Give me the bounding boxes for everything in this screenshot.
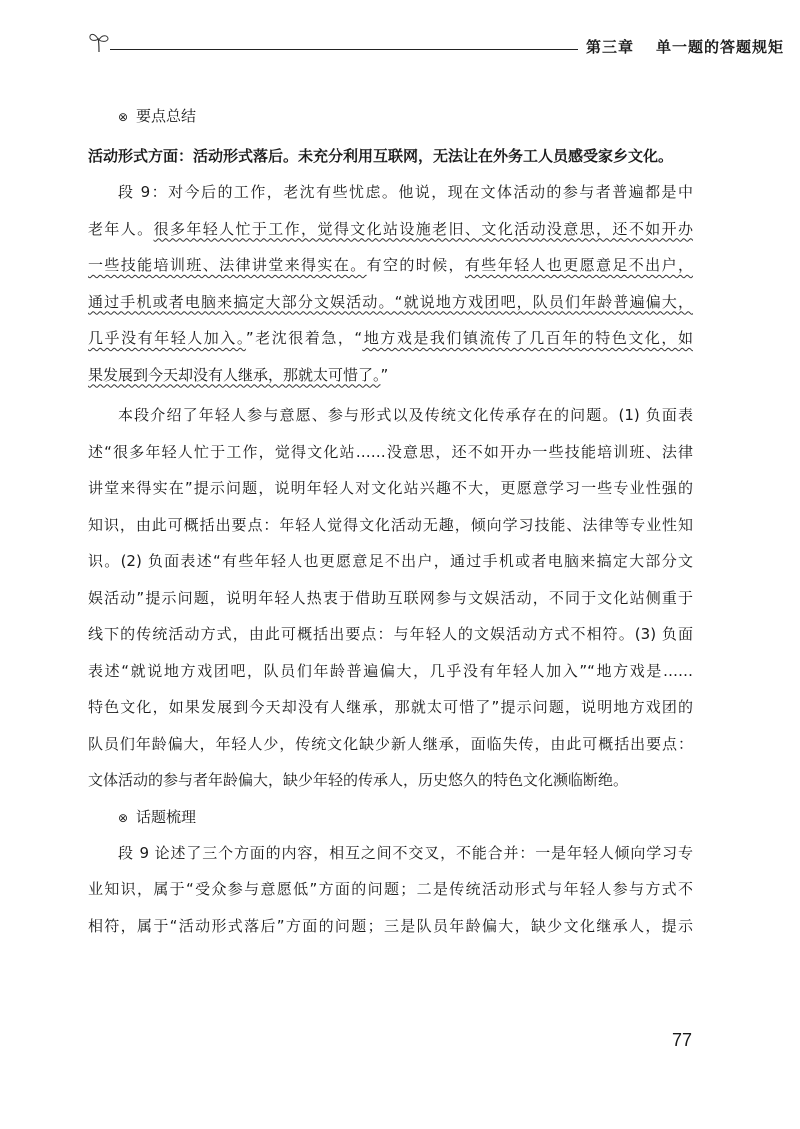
- material-text: 老年人。: [88, 219, 154, 238]
- running-header: [88, 30, 785, 60]
- analysis-line: 知识，由此可概括出要点：年轻人觉得文化活动无趣，倾向学习技能、法律等专业性知: [88, 515, 693, 534]
- underlined-text: 很多年轻人忙于工作，觉得文化站设施老旧、文化活动没意思，还不如开办: [153, 219, 693, 238]
- chapter-number: 第三章: [586, 38, 635, 56]
- underlined-text: 一些技能培训班、法律讲堂来得实在。: [88, 256, 367, 274]
- topic-line: 相符，属于“活动形式落后”方面的问题；三是队员年龄偏大，缺少文化继承人，提示: [88, 916, 693, 935]
- topic-line: 业知识，属于“受众参与意愿低”方面的问题；二是传统活动形式与年轻人参与方式不: [88, 880, 693, 898]
- underlined-text: 果发展到今天却没有人继承，那就太可惜了。: [88, 365, 381, 384]
- summary-heading-label: 要点总结: [136, 107, 197, 125]
- material-text: ”老沈很着急，“: [245, 329, 363, 347]
- topic-heading-label: 话题梳理: [136, 807, 197, 826]
- analysis-line: 线下的传统活动方式，由此可概括出要点：与年轻人的文娱活动方式不相符。(3) 负面: [88, 625, 693, 643]
- analysis-paragraph: [88, 397, 693, 799]
- page-number: 77: [671, 1030, 692, 1050]
- topic-heading: [118, 799, 693, 835]
- analysis-line: 队员们年龄偏大，年轻人少，传统文化缺少新人继承，面临失传，由此可概括出要点：: [88, 734, 693, 753]
- material-paragraph: [88, 174, 693, 393]
- summary-text: 活动形式方面：活动形式落后。未充分利用互联网，无法让在外务工人员感受家乡文化。: [88, 147, 674, 165]
- sprout-icon: [88, 30, 110, 54]
- underlined-text: 几乎没有年轻人加入。: [88, 329, 246, 347]
- chapter-title: [586, 36, 784, 57]
- material-line: [88, 320, 693, 357]
- analysis-line: 识。(2) 负面表述“有些年轻人也更愿意足不出户，通过手机或者电脑来搞定大部分文: [88, 552, 693, 570]
- topic-line: 段 9 论述了三个方面的内容，相互之间不交叉，不能合并：一是年轻人倾向学习专: [118, 843, 693, 862]
- material-line: [88, 357, 693, 394]
- material-line: [88, 211, 693, 248]
- material-line: [88, 247, 693, 284]
- material-line: 段 9：对今后的工作，老沈有些忧虑。他说，现在文体活动的参与者普遍都是中: [118, 183, 693, 201]
- analysis-line: 表述“就说地方戏团吧，队员们年龄普遍偏大，几乎没有年轻人加入”“地方戏是……: [88, 661, 693, 680]
- chapter-name: 单一题的答题规矩: [656, 38, 785, 56]
- underlined-text: 地方戏是我们镇流传了几百年的特色文化，如: [362, 329, 693, 347]
- material-text: ”: [380, 365, 389, 384]
- page-content: [88, 98, 693, 944]
- bullet-icon: ⊗: [118, 110, 129, 124]
- bullet-icon: ⊗: [118, 810, 129, 825]
- analysis-line: 本段介绍了年轻人参与意愿、参与形式以及传统文化传承存在的问题。(1) 负面表: [118, 406, 693, 424]
- analysis-line: 文体活动的参与者年龄偏大，缺少年轻的传承人，历史悠久的特色文化濒临断绝。: [88, 771, 629, 789]
- header-rule: [110, 49, 578, 50]
- analysis-line: 特色文化，如果发展到今天却没有人继承，那就太可惜了”提示问题，说明地方戏团的: [88, 698, 693, 716]
- analysis-line: 讲堂来得实在”提示问题，说明年轻人对文化站兴趣不大，更愿意学习一些专业性强的: [88, 479, 693, 497]
- material-text: 有空的时候，: [366, 256, 465, 274]
- analysis-line: 娱活动”提示问题，说明年轻人热衷于借助互联网参与文娱活动，不同于文化站侧重于: [88, 588, 693, 607]
- summary-heading: [118, 98, 693, 134]
- underlined-text: 有些年轻人也更愿意足不出户，: [464, 256, 693, 274]
- material-line: 通过手机或者电脑来搞定大部分文娱活动。“就说地方戏团吧，队员们年龄普遍偏大，: [88, 292, 693, 311]
- analysis-line: 述“很多年轻人忙于工作，觉得文化站……没意思，还不如开办一些技能培训班、法律: [88, 442, 693, 461]
- topic-paragraph: [88, 835, 693, 945]
